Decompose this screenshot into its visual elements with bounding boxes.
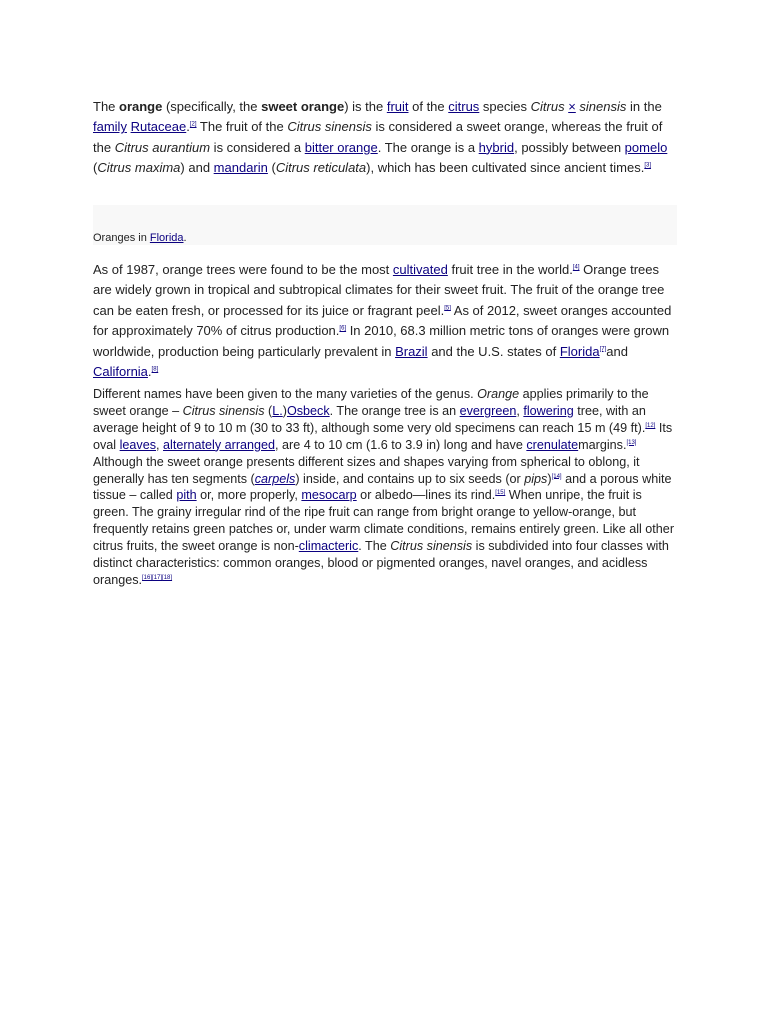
text-run: , are 4 to 10 cm (1.6 to 3.9 in) long and have	[275, 437, 527, 452]
text-run: or albedo—lines its rind.	[356, 488, 496, 503]
footnote-link-2[interactable]: [2]	[189, 122, 197, 129]
text-run: tree, with an average height of 9 to 10 m (30 to 33 ft), although some very old specimens can reach 15 m (49 ft).	[93, 403, 646, 435]
footnote-ref-14	[552, 473, 562, 479]
footnote-link-12[interactable]: [12]	[645, 422, 656, 429]
intro-paragraph	[93, 97, 677, 179]
text-run: When unripe, the fruit is green. The grainy irregular rind of the ripe fruit can range from bright orange to yellow-orange, but frequently retains green patches or, under warm climate conditions, remains entirely green. Like all other citrus fruits, the sweet orange is non-	[93, 488, 675, 554]
text-run: .	[186, 119, 190, 135]
link-citrus[interactable]: citrus	[448, 99, 480, 114]
link-hybrid-sign[interactable]: ×	[568, 99, 576, 114]
text-run: Its oval	[93, 420, 673, 452]
italic-citrus-sinensis: Citrus sinensis	[182, 403, 265, 418]
link-california[interactable]: California	[93, 364, 148, 380]
text-run: , possibly between	[514, 139, 625, 155]
footnote-link-7[interactable]: [7]	[599, 346, 607, 353]
link-mesocarp[interactable]: mesocarp	[301, 488, 357, 503]
italic-citrus-sinensis: Citrus sinensis	[287, 119, 372, 135]
text-run: is considered a	[210, 139, 305, 155]
footnote-link-16[interactable]: [16]	[142, 574, 153, 581]
text-run: ) and	[180, 160, 214, 176]
footnote-link-8[interactable]: [8]	[151, 366, 159, 373]
footnote-link-4[interactable]: [4]	[572, 264, 580, 271]
link-osbeck[interactable]: Osbeck	[286, 403, 330, 418]
footnote-refs-16-18	[142, 575, 172, 581]
text-run: .	[147, 364, 152, 380]
footnote-link-14[interactable]: [14]	[551, 473, 562, 480]
text-run: The	[93, 99, 120, 114]
text-run: Orange trees are widely grown in tropical and subtropical climates for their sweet fruit. The fruit of the orange tree can be eaten fresh, or processed for its juice or fragrant peel.	[93, 262, 665, 318]
text-run: . The orange tree is an	[329, 403, 460, 418]
link-pith[interactable]: pith	[176, 488, 197, 503]
text-run: Different names have been given to the many varieties of the genus.	[93, 387, 478, 401]
link-rutaceae[interactable]: Rutaceae	[130, 119, 187, 135]
varieties-paragraph	[93, 386, 677, 589]
italic-pips: pips	[524, 471, 548, 486]
link-brazil[interactable]: Brazil	[395, 343, 428, 359]
footnote-link-13[interactable]: [13]	[626, 439, 637, 446]
italic-citrus-maxima: Citrus maxima	[97, 160, 181, 176]
text-run: species	[479, 99, 531, 114]
footnote-ref-5	[444, 305, 451, 311]
link-evergreen[interactable]: evergreen	[459, 403, 517, 418]
text-run: or, more properly,	[196, 488, 302, 503]
footnote-ref-13	[626, 440, 636, 446]
text-run: and the U.S. states of	[427, 343, 560, 359]
link-caption-florida[interactable]: Florida	[149, 232, 184, 244]
text-run: )	[547, 471, 552, 486]
caption-text: .	[183, 232, 187, 244]
text-run: ,	[516, 403, 524, 418]
link-mandarin[interactable]: mandarin	[213, 160, 268, 176]
footnote-ref-2	[190, 122, 197, 128]
italic-citrus-sinensis: Citrus sinensis	[390, 539, 473, 554]
text-run: (	[264, 403, 273, 418]
italic-orange: Orange	[477, 387, 520, 401]
text-run: ,	[156, 437, 164, 452]
bold-term-orange: orange	[119, 99, 163, 114]
italic-citrus-reticulata: Citrus reticulata	[275, 160, 367, 176]
text-run: and a porous white tissue – called	[93, 471, 672, 503]
footnote-ref-15	[495, 490, 505, 496]
italic-citrus-aurantium: Citrus aurantium	[114, 139, 211, 155]
text-run: in the	[626, 99, 662, 114]
text-run: As of 2012, sweet oranges accounted for approximately 70% of citrus production.	[93, 302, 672, 339]
link-crenulate[interactable]: crenulate	[526, 437, 579, 452]
footnote-link-15[interactable]: [15]	[495, 490, 506, 497]
text-run: The fruit of the	[196, 119, 288, 135]
italic-citrus: Citrus	[530, 99, 565, 114]
italic-sinensis: sinensis	[579, 99, 627, 114]
italic-carpels: carpels	[254, 471, 296, 486]
link-fruit[interactable]: fruit	[386, 99, 409, 114]
link-cultivated[interactable]: cultivated	[392, 262, 448, 277]
text-run: Although the sweet orange presents different sizes and shapes varying from spherical to oblong, it generally has ten segments (	[93, 454, 640, 486]
footnote-ref-8	[152, 367, 159, 373]
footnote-link-5[interactable]: [5]	[444, 305, 451, 312]
footnote-link-17[interactable]: [17]	[152, 574, 163, 581]
text-run: is considered a sweet orange, whereas the fruit of the	[93, 119, 663, 155]
image-caption-box	[93, 205, 677, 245]
text-run: . The orange is a	[377, 139, 479, 155]
text-run: (	[93, 160, 98, 176]
link-climacteric[interactable]: climacteric	[298, 539, 359, 554]
caption-text: Oranges in	[93, 232, 150, 244]
link-bitter-orange[interactable]: bitter orange	[304, 139, 378, 155]
image-caption	[93, 232, 187, 245]
text-run: In 2010, 68.3 million metric tons of oranges were grown worldwide, production being particularly prevalent in	[93, 323, 670, 359]
footnote-link-18[interactable]: [18]	[162, 574, 173, 581]
text-run: As of 1987, orange trees were found to be the most	[93, 262, 393, 277]
link-leaves[interactable]: leaves	[119, 437, 157, 452]
footnote-link-3[interactable]: [3]	[644, 162, 652, 169]
text-run: ) inside, and contains up to six seeds (or	[295, 471, 525, 486]
text-run: fruit tree in the world.	[447, 262, 573, 277]
footnote-ref-12	[645, 423, 655, 429]
text-run: of the	[408, 99, 449, 114]
text-run: . The	[358, 539, 391, 554]
footnote-link-6[interactable]: [6]	[339, 325, 347, 332]
text-run: ) is the	[344, 99, 387, 114]
text-run: (	[267, 160, 276, 176]
link-linnaeus[interactable]: L.	[272, 403, 283, 418]
text-run: and	[606, 343, 628, 359]
link-flowering[interactable]: flowering	[523, 403, 574, 418]
link-florida[interactable]: Florida	[559, 343, 600, 359]
footnote-ref-3	[644, 163, 651, 169]
footnote-ref-4	[573, 265, 580, 271]
text-run: )	[282, 403, 287, 418]
text-run: (specifically, the	[162, 99, 262, 114]
text-run: ), which has been cultivated since ancient times.	[366, 160, 645, 176]
text-run: applies primarily to the sweet orange –	[93, 387, 649, 418]
cultivation-paragraph	[93, 260, 677, 382]
link-pomelo[interactable]: pomelo	[624, 139, 668, 155]
text-run: margins.	[578, 437, 627, 452]
text-run: is subdivided into four classes with distinct characteristics: common oranges, blood or pigmented oranges, navel oranges, and acidless oranges.	[93, 539, 669, 587]
link-alternately-arranged[interactable]: alternately arranged	[163, 437, 276, 452]
link-carpels[interactable]	[255, 472, 296, 486]
link-family[interactable]: family	[93, 119, 127, 135]
bold-term-sweet-orange: sweet orange	[261, 99, 345, 114]
link-hybrid[interactable]: hybrid	[478, 139, 515, 155]
